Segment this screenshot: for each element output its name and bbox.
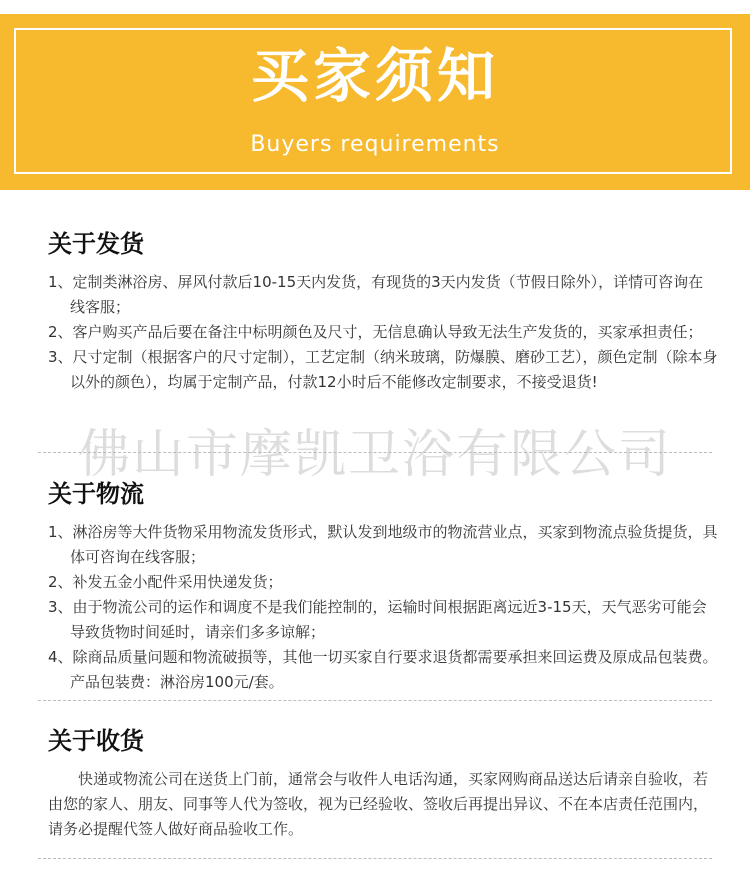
section-receiving — [48, 725, 718, 842]
section-divider — [38, 452, 712, 453]
page-subtitle: Buyers requirements — [250, 132, 500, 157]
list-item: 2、客户购买产品后要在备注中标明颜色及尺寸，无信息确认导致无法生产发货的，买家承担责任； — [48, 323, 703, 341]
section-logistics — [48, 478, 718, 695]
receiving-paragraph: 快递或物流公司在送货上门前，通常会与收件人电话沟通，买家网购商品送达后请亲自验收，若由您的家人、朋友、同事等人代为签收，视为已经验收、签收后再提出异议、不在本店责任范围内，请务必提醒代签人做好商品验收工作。 — [48, 770, 709, 838]
section-title-receiving: 关于收货 — [48, 727, 144, 755]
section-divider — [38, 700, 712, 701]
page-title: 买家须知 — [250, 42, 499, 110]
list-item: 2、补发五金小配件采用快递发货； — [48, 573, 283, 591]
list-item: 3、由于物流公司的运作和调度不是我们能控制的，运输时间根据距离远近3-15天，天气恶劣可能会导致货物时间延时，请亲们多多谅解； — [48, 598, 707, 641]
list-item: 4、除商品质量问题和物流破损等，其他一切买家自行要求退货都需要承担来回运费及原成品包装费。产品包装费：淋浴房100元/套。 — [48, 648, 718, 691]
list-item: 1、定制类淋浴房、屏风付款后10-15天内发货，有现货的3天内发货（节假日除外），详情可咨询在线客服； — [48, 273, 704, 316]
list-item: 1、淋浴房等大件货物采用物流发货形式，默认发到地级市的物流营业点，买家到物流点验货提货，具体可咨询在线客服； — [48, 523, 718, 566]
logistics-list — [48, 520, 718, 695]
section-title-logistics: 关于物流 — [48, 480, 144, 508]
section-shipping — [48, 228, 718, 395]
section-divider — [38, 858, 712, 859]
section-title-shipping: 关于发货 — [48, 230, 144, 258]
shipping-list — [48, 270, 718, 395]
list-item: 3、尺寸定制（根据客户的尺寸定制），工艺定制（纳米玻璃，防爆膜、磨砂工艺），颜色定制（除本身以外的颜色），均属于定制产品，付款12小时后不能修改定制要求，不接受退货! — [48, 348, 718, 391]
company-watermark: 佛山市摩凯卫浴有限公司 — [77, 425, 672, 485]
